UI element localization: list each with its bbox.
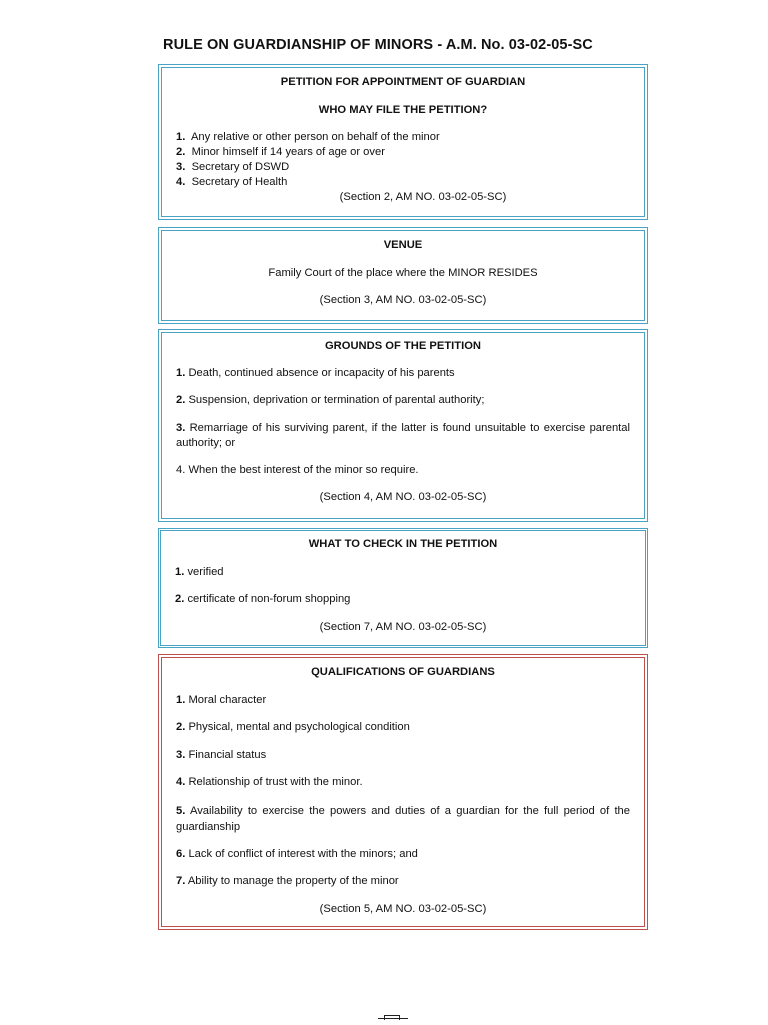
list-item: 7. Ability to manage the property of the minor <box>176 875 399 887</box>
petition-subheading: WHO MAY FILE THE PETITION? <box>318 103 488 116</box>
list-item: 6. Lack of conflict of interest with the minors; and <box>176 847 418 860</box>
list-item: 1. Any relative or other person on behalf of the minor <box>176 131 440 143</box>
grounds-box <box>158 329 648 522</box>
venue-text: Family Court of the place where the MINOR RESIDES <box>268 266 538 279</box>
petition-citation: (Section 2, AM NO. 03-02-05-SC) <box>339 191 507 203</box>
list-item: 2. Physical, mental and psychological condition <box>176 721 410 733</box>
list-item: 4. When the best interest of the minor so require. <box>176 463 419 476</box>
list-item: 2. certificate of non-forum shopping <box>175 593 351 605</box>
list-item: 3. Financial status <box>176 748 267 761</box>
qualifications-heading: QUALIFICATIONS OF GUARDIANS <box>311 666 495 678</box>
document-title: RULE ON GUARDIANSHIP OF MINORS - A.M. No. 03-02-05-SC <box>163 37 593 53</box>
check-heading: WHAT TO CHECK IN THE PETITION <box>308 538 498 550</box>
grounds-citation: (Section 4, AM NO. 03-02-05-SC) <box>319 491 487 503</box>
list-item: 3. Remarriage of his surviving parent, if the latter is found unsuitable to exercise parental authority; or <box>176 421 631 449</box>
list-item: 1. Death, continued absence or incapacity of his parents <box>176 366 455 379</box>
qualifications-citation: (Section 5, AM NO. 03-02-05-SC) <box>319 902 487 915</box>
list-item: 4. Relationship of trust with the minor. <box>176 776 363 788</box>
list-item: 2. Suspension, deprivation or termination of parental authority; <box>176 394 485 406</box>
petition-heading: PETITION FOR APPOINTMENT OF GUARDIAN <box>280 76 526 88</box>
list-item: 1. verified <box>175 565 224 578</box>
check-box <box>158 528 648 648</box>
petition-list <box>176 130 630 190</box>
petition-box <box>158 64 648 220</box>
venue-box <box>158 227 648 324</box>
list-item: 3. Secretary of DSWD <box>176 161 290 173</box>
venue-citation: (Section 3, AM NO. 03-02-05-SC) <box>319 294 487 306</box>
list-item: 5. Availability to exercise the powers and duties of a guardian for the full period of the guardianship <box>176 804 630 833</box>
grounds-heading: GROUNDS OF THE PETITION <box>324 340 481 352</box>
check-citation: (Section 7, AM NO. 03-02-05-SC) <box>319 620 487 633</box>
venue-heading: VENUE <box>383 239 423 251</box>
list-item: 1. Moral character <box>176 693 267 706</box>
list-item: 2. Minor himself if 14 years of age or over <box>176 146 385 158</box>
list-item: 4. Secretary of Health <box>176 176 288 188</box>
qualifications-box <box>158 654 648 930</box>
